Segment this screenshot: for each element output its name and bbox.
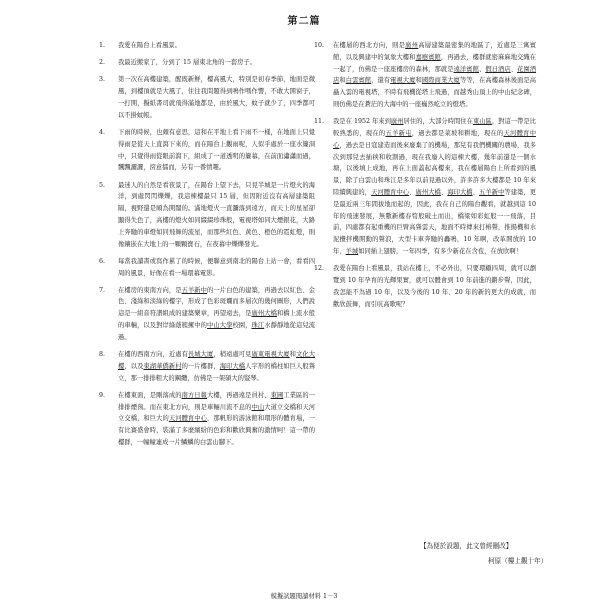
paragraph [97, 74, 315, 121]
paragraph-text: 等等，在高樓森林後面是高矗入雲的電視塔，不時有飛機從塔上飛過，而越秀山頂上的中山紀念碑，則仿佛是在蒼茫的大海中的一座巍然屹立的燈塔。 [333, 77, 537, 108]
paragraph-text: 校園， [232, 322, 252, 330]
paragraph [97, 285, 315, 344]
paragraph [312, 116, 536, 258]
paragraph-text: 高層建築最密集的地區了，近處是三寓賓館，以及興建中的氣象大樓和 [333, 42, 537, 61]
paragraph-number: 5. [99, 181, 106, 189]
paragraph-text: 居住的，大部分時間住在 [403, 118, 473, 126]
paragraph-text: 在樓層的西北方向，則是 [333, 42, 406, 49]
proper-noun: 遠洋賓館 [453, 65, 479, 73]
paragraph-number: 3. [99, 76, 106, 84]
proper-noun: 廣州大橋 [415, 188, 441, 196]
paragraph-number: 10. [314, 42, 325, 49]
proper-noun: 假日酒店 [485, 65, 511, 73]
paragraph-text: ，對這一帶是比較熟悉的，現在的 [333, 118, 537, 137]
proper-noun: 白雲賓館 [345, 77, 372, 85]
paragraph-text: 水靜靜地從這兒流過。 [118, 322, 316, 341]
paragraph-text: ，過去是日寇建造而後來廢棄了的機場，那兒有我們機關的農場，我多次到那兒去插秧和收割過，現在我廢入的這棟大樓，幾年前還是一個水塘，以後填上成地，再在上面蓋起高樓來，我在樓層陽台上所看到的風景，除了白雲山和珠江是多年以前見過以外，許多許多大樓都是 10 年來陸續興建的， [333, 141, 537, 196]
paragraph-text: ，稍遠處可見 [213, 351, 252, 359]
paragraph-text: ，再過去，樓群就密麻麻地交織在一起了，仿佛是一座座樓房的森林，那就是 [333, 53, 537, 73]
paragraph-text: 人字形的橋柱如巨人般聳立，那一排排粗大的鋼纜，仿佛是一架碩大的豎琴。 [118, 362, 316, 382]
paragraph-number: 8. [99, 351, 106, 359]
proper-noun: 中山 [251, 403, 265, 411]
paragraph-text: ，那帆形的游泳館和環形的體育場，一有比賽盛會時，裝滿了多麼繽紛的色彩和歡欣興奮的激情呵！這一帶的樓群，一幢幢連成一片鱗鱗的白雲山腳下。 [118, 415, 316, 447]
paragraph-number: 4. [99, 128, 106, 136]
paragraph-number: 1. [99, 42, 106, 49]
paragraph-text: 第一次在高樓建築，醒既新鮮，樓高風大，特別是初春季節，地面是微風，到樓頂就是大風了，住往我問題得到鳴作嗎作響，不敢大開窗子，一打開，擬紙書司就飛得滿地都是，由於風大，蚊子就少了，四季都可以不掛蚊帳。 [118, 76, 315, 119]
page-title: 第二篇 [287, 16, 321, 27]
proper-noun: 廣東電視大廈 [251, 351, 290, 359]
paragraph [312, 263, 536, 310]
proper-noun: 天河體育中心 [371, 188, 410, 196]
proper-noun: 天河體育中心 [168, 415, 207, 423]
proper-noun: 中山大學 [207, 322, 233, 330]
paragraph-text: 、 [440, 188, 448, 196]
paragraph-text: 、 [510, 65, 518, 73]
proper-noun: 東山區 [472, 118, 492, 126]
proper-noun: 五羊新中 [181, 286, 208, 294]
proper-noun: 國際商業大廈 [421, 77, 460, 85]
proper-noun: 花園酒店 [333, 65, 537, 85]
paragraph-text: 、 [478, 65, 486, 73]
proper-noun: 嘉應賓館 [415, 53, 441, 61]
proper-noun: 東圃 [270, 391, 284, 399]
paragraph-text: 、 [409, 188, 416, 196]
paragraph-number: 9. [99, 391, 106, 399]
paragraph-text: 和 [339, 77, 346, 85]
page-footer: 模擬試題閱讀材料 1－3 [270, 593, 338, 600]
paragraph-text: 下雨的時候，也頗有意思，這和在平地上看下雨不一樣，在地面上只覺得雨是從天上直瀉下來的，而在陽台上觀雨呢，人似乎處於一座水簾洞中，只覺得雨從眼前瀉下，組成了一道透明的簾幕，在前面瀟瀟而過，飄飄灑灑，滂意擂而，另有一番情趣。 [118, 128, 315, 172]
proper-noun: 廣州 [390, 118, 404, 126]
proper-noun: 廣州大橋 [251, 310, 277, 318]
proper-noun: 五羊新中 [479, 188, 505, 196]
paragraph-text: ，還有 [371, 77, 391, 85]
paragraph [97, 256, 315, 280]
paragraph-text: 在樓的西南方向，近處有 [118, 351, 188, 359]
paragraph [97, 40, 315, 52]
paragraph [97, 180, 315, 251]
paragraph-text: 最迷人的自然是看夜景了，在陽台上望下去，只見半城是一片燈火的海洋，到處閃閃爍爍，我這棟樓最只 15 層，但因附近沒有高層建築阻隔，視野還是頗為開闊的。滿地燈火一直瀰落到遠方，而天上的星星卻顯得失色了，高樓的燈火如同綴綴珍珠般，電視塔如同大煙銀花，大路上奔馳的車燈如同飛舞的流星，而那些紅色、黃色、橙色的霓虹燈，則像鑲嵌在大地上的一顆顆寶石，在夜幕中爍爍發光。 [118, 181, 315, 248]
paragraph-text: 我是在 1952 年來到 [333, 118, 391, 126]
proper-noun: 東湖華僑新村 [143, 362, 182, 370]
paragraph-text: 每當我讀書或寫作累了的時候，便聯意到南北的陽台上站一會，看看四周的風景，好像在看一場環幕電影。 [118, 257, 315, 277]
proper-noun: 文化大樓 [118, 351, 316, 370]
paragraph-text: 我最近搬家了，分到了 15 層東北角的一套房子。 [118, 59, 256, 67]
paragraph-number: 6. [99, 257, 106, 265]
left-column [97, 40, 315, 454]
paragraph-number: 7. [99, 286, 106, 294]
proper-noun: 長城大廈 [187, 351, 214, 359]
proper-noun: 天河體育中心 [333, 129, 537, 149]
paragraph-text: 在樓房的東南方向，是 [118, 286, 182, 294]
proper-noun: 電視大廈 [390, 77, 416, 85]
paragraph-text: 在樓東面，是剛落成的 [118, 391, 182, 399]
paragraph [97, 57, 315, 69]
paragraph-number: 12. [314, 265, 325, 273]
paragraph [97, 349, 315, 384]
paragraph-number: 2. [99, 59, 106, 67]
paragraph-text: 和 [289, 351, 297, 359]
paragraph-text: 我愛在陽台上看風景，我站在樓上，不必外出，只要環顧四周，就可以瀏覽到 10 年孕育的光輝果實，就可以體會到 10 年前進的鏘步聲，因此，我怎能不為過 10 年，以及今後的 10 年、20 年的新的更大的成就，而歡欣鼓舞，而引吭高歌呢？ [333, 265, 536, 308]
proper-noun: 珠江 [251, 322, 265, 330]
proper-noun: 海印大橋 [219, 362, 246, 370]
proper-noun: 南方日報 [181, 391, 208, 399]
paragraph-text: 我愛在陽台上看風景。 [118, 42, 181, 49]
proper-noun: 海印大橋 [447, 188, 473, 196]
editor-note: 【為便於設題，此文曾經刪改】 [420, 542, 513, 550]
paragraph-text: 的一片樓群， [181, 362, 220, 370]
paragraph-text: 如同插上翅膀，一年四季，有多少新花在含苞，在放欣啊！ [358, 247, 522, 255]
proper-noun: 廣州 [405, 42, 419, 49]
right-column [312, 40, 536, 316]
paragraph-text: ，以及 [124, 362, 144, 370]
paragraph-text: 和橋上流水般的車輛，以及對岸綠蔭簇擁中的 [118, 310, 316, 330]
paragraph-number: 11. [314, 118, 325, 126]
paragraph-text: 和 [415, 77, 422, 85]
paragraph-text: 的一片白色的建築，再過去以紅色、金色、淺綠和淡綠的樓宇，形成了色彩斑斕而多層次的幾何圖形，人們說這是一組音符譜組成的建築樂章，再望遠去，是 [118, 286, 316, 318]
paragraph-text: 工業區的一排排煙囪。而在東北方向，則是車輛川流不息的 [118, 391, 316, 411]
paragraph-text: 大道立交橋和天河立交橋，和巨大的 [118, 403, 316, 423]
paragraph-text: 等建築，更是最近兩三年間拔地而起的，因此，我在自己的陽台觀看，就越到這 10 年的飛速發展，無數新樓春筍般破土而出，橋梁如彩虹般一一飛落，目前，四處都有起重機的巨臂高聳雲天，地面不時傳來打樁聲，推揚機和水泥攪拌機開動的聲浪，大型卡車奔馳的轟鳴，10 年啊，改革開放的 10 年， [333, 188, 537, 255]
paragraph [97, 390, 315, 449]
proper-noun: 羊城 [345, 247, 359, 255]
paragraph [97, 127, 315, 174]
paragraph-text: 、 [472, 188, 480, 196]
paragraph [312, 40, 536, 111]
paragraph-text: 大樓，再過遠是員村、 [207, 391, 271, 399]
author-citation: 柯原（樓上觀十年） [488, 557, 548, 565]
paragraph-text: ，過去都是菜坡和耕地，現在的 [411, 129, 504, 137]
proper-noun: 五羊新屯 [385, 129, 412, 137]
